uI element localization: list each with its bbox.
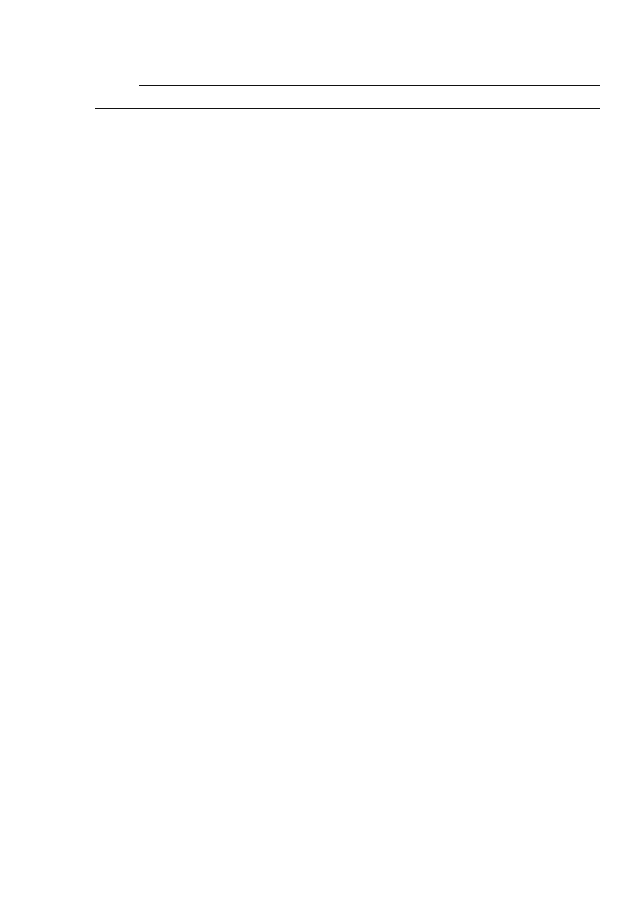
heading-blank-line — [139, 71, 600, 86]
recipient-blank-line — [95, 94, 600, 109]
heading-line — [95, 68, 612, 86]
body-paragraph — [95, 274, 612, 293]
field-caption — [135, 111, 612, 121]
body-paragraph — [95, 160, 612, 179]
document-body — [95, 141, 612, 293]
body-paragraph — [95, 255, 612, 274]
body-paragraph — [95, 236, 612, 255]
page-number — [25, 34, 612, 50]
body-paragraph — [95, 198, 612, 217]
body-paragraph — [95, 179, 612, 198]
body-paragraph — [95, 141, 612, 160]
body-paragraph — [95, 217, 612, 236]
